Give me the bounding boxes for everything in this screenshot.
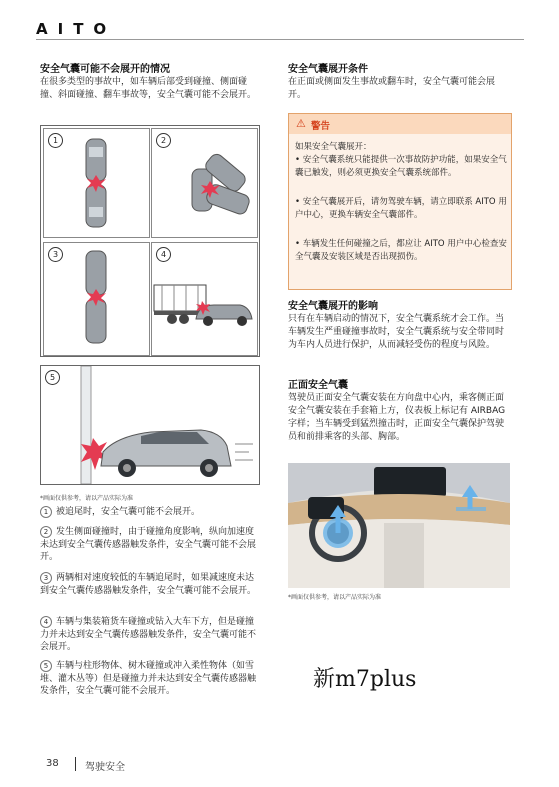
header-divider bbox=[36, 39, 524, 40]
item-number: 5 bbox=[40, 660, 52, 672]
list-item bbox=[40, 506, 260, 519]
item-number: 2 bbox=[40, 526, 52, 538]
figure-number: 4 bbox=[156, 247, 171, 262]
figure-number: 2 bbox=[156, 133, 171, 148]
figure-number: 1 bbox=[48, 133, 63, 148]
warning-item-text: 安全气囊展开后，请勿驾驶车辆，请立即联系 AITO 用户中心，更换车辆安全气囊部件。 bbox=[295, 197, 507, 220]
figure-number: 3 bbox=[48, 247, 63, 262]
item-number: 3 bbox=[40, 572, 52, 584]
figure-cell-4 bbox=[151, 242, 258, 356]
warning-label: 警告 bbox=[311, 121, 331, 132]
figure-cell-1 bbox=[43, 128, 150, 238]
cabin-airbag-photo bbox=[288, 463, 510, 588]
effect-text: 只有在车辆启动的情况下，安全气囊系统才会工作。当车辆发生严重碰撞事故时，安全气囊系统与安全带同时为车内人员进行保护，从而减轻受伤的程度与风险。 bbox=[288, 314, 505, 350]
figure-number: 5 bbox=[45, 370, 60, 385]
warning-item: • 安全气囊系统只能提供一次事故防护功能，如果安全气囊已触发，则必须更换安全气囊系统部件。 bbox=[295, 155, 507, 178]
handwritten-annotation: 新m7plus bbox=[313, 667, 417, 692]
effect-title: 安全气囊展开的影响 bbox=[288, 301, 378, 312]
warning-item: • 车辆发生任何碰撞之后，都应让 AITO 用户中心检查安全气囊及安装区域是否出现损伤。 bbox=[295, 239, 507, 262]
warning-item: • 安全气囊展开后，请勿驾驶车辆，请立即联系 AITO 用户中心，更换车辆安全气囊部件。 bbox=[295, 197, 507, 220]
item-text: 被追尾时，安全气囊可能不会展开。 bbox=[56, 507, 201, 517]
list-item bbox=[40, 660, 260, 698]
brand-logo: AITO bbox=[36, 20, 117, 38]
page-number: 38 bbox=[46, 758, 59, 769]
warning-item-text: 车辆发生任何碰撞之后，都应让 AITO 用户中心检查安全气囊及安装区域是否出现损伤。 bbox=[295, 239, 507, 262]
photo-note: *画面仅供参考，请以产品实际为准 bbox=[288, 594, 382, 601]
item-number: 4 bbox=[40, 616, 52, 628]
front-airbag-text: 驾驶员正面安全气囊安装在方向盘中心内，乘客侧正面安全气囊安装在手套箱上方，仪表板上标记有 AIRBAG 字样；当车辆受到猛烈撞击时，正面安全气囊保护驾驶员和前排乘客的头部、胸部。 bbox=[288, 393, 506, 442]
figure-cell-5 bbox=[40, 365, 260, 485]
figure-cell-2 bbox=[151, 128, 258, 238]
list-item bbox=[40, 572, 260, 597]
item-text: 两辆相对速度较低的车辆追尾时，如果减速度未达到安全气囊传感器触发条件，安全气囊可能不会展开。 bbox=[40, 573, 257, 596]
left-intro: 在很多类型的事故中，如车辆后部受到碰撞、侧面碰撞、斜面碰撞、翻车事故等，安全气囊可能不会展开。 bbox=[40, 77, 257, 100]
item-text: 车辆与集装箱货车碰撞或钻入大车下方，但是碰撞力并未达到安全气囊传感器触发条件，安全气囊可能不会展开。 bbox=[40, 617, 257, 652]
warning-item-text: 安全气囊系统只能提供一次事故防护功能，如果安全气囊已触发，则必须更换安全气囊系统部件。 bbox=[295, 155, 507, 178]
left-figure-note: *画面仅供参考，请以产品实际为准 bbox=[40, 495, 134, 502]
footer-section: 驾驶安全 bbox=[85, 762, 125, 773]
warning-box bbox=[288, 113, 512, 290]
warning-intro: 如果安全气囊展开： bbox=[295, 142, 372, 152]
item-number: 1 bbox=[40, 506, 52, 518]
item-text: 车辆与柱形物体、树木碰撞或冲入柔性物体（如雪堆、灌木丛等）但是碰撞力并未达到安全气囊传感器触发条件，安全气囊可能不会展开。 bbox=[40, 661, 257, 696]
item-text: 发生侧面碰撞时，由于碰撞角度影响，纵向加速度未达到安全气囊传感器触发条件，安全气囊可能不会展开。 bbox=[40, 527, 257, 562]
warning-icon: ⚠ bbox=[296, 117, 306, 130]
crash-figure-grid bbox=[40, 125, 260, 357]
deploy-title: 安全气囊展开条件 bbox=[288, 64, 368, 75]
footer-separator bbox=[75, 757, 76, 771]
figure-cell-3 bbox=[43, 242, 150, 356]
front-airbag-title: 正面安全气囊 bbox=[288, 380, 348, 391]
left-title: 安全气囊可能不会展开的情况 bbox=[40, 64, 170, 75]
warning-header bbox=[289, 114, 511, 134]
deploy-text: 在正面或侧面发生事故或翻车时，安全气囊可能会展开。 bbox=[288, 77, 496, 100]
cabin-illustration bbox=[288, 463, 510, 588]
pole-collision-illustration bbox=[41, 366, 259, 484]
list-item bbox=[40, 526, 260, 564]
list-item bbox=[40, 616, 260, 654]
